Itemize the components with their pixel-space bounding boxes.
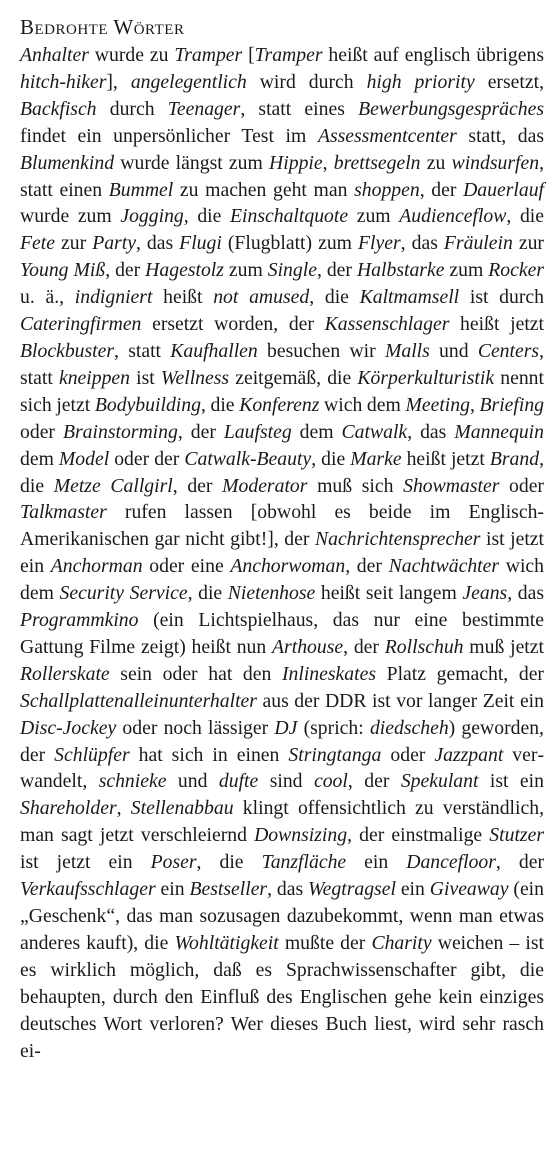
italic-term: shoppen [354, 178, 420, 201]
italic-term: Metze [53, 474, 101, 497]
running-text [101, 475, 111, 497]
running-text: heißt jetzt [401, 447, 490, 470]
italic-term: Laufsteg [223, 420, 292, 443]
italic-term: Tramper [174, 44, 243, 66]
running-text: zur [54, 232, 93, 255]
italic-term: high priority [366, 70, 475, 93]
running-text: , die [183, 205, 230, 228]
italic-term: Brainstorming [62, 420, 178, 443]
italic-term: Jazzpant [434, 743, 504, 766]
running-text: , der [316, 259, 357, 282]
running-text: u. ä., [20, 286, 75, 309]
running-text: dem [20, 447, 59, 470]
italic-term: Kaltmamsell [359, 286, 460, 309]
italic-term: Halbstarke [356, 259, 445, 282]
running-text: zum [444, 259, 489, 282]
italic-term: Cateringfirmen [20, 313, 142, 336]
running-text: ein [346, 851, 407, 874]
running-text: (Flugblatt) zum [221, 232, 359, 255]
running-text: muß jetzt [463, 635, 544, 658]
running-text: [ [242, 44, 255, 66]
italic-term: indigniert [74, 286, 153, 309]
italic-term: Moderator [222, 474, 308, 497]
running-text: zur [512, 232, 544, 255]
italic-term: DJ [274, 716, 298, 739]
running-text: zu [420, 151, 452, 174]
italic-term: Inlineskates [281, 662, 377, 685]
italic-term: Programmkino [20, 609, 139, 632]
italic-term: Arthouse [272, 635, 344, 658]
italic-term: Meeting [405, 393, 470, 416]
running-text: zu machen geht man [173, 178, 355, 201]
italic-term: Blumenkind [20, 151, 115, 174]
running-text: , statt [20, 339, 544, 389]
running-text: wich dem [20, 555, 544, 605]
italic-term: Wohltätigkeit [174, 931, 279, 954]
running-text: , die [311, 447, 351, 470]
italic-term: windsurfen [451, 151, 540, 174]
italic-term: Stutzer [489, 824, 544, 847]
italic-term: Wellness [160, 366, 230, 389]
running-text: , der [345, 555, 389, 578]
italic-term: Tanzfläche [261, 851, 347, 874]
running-text: , der einstmalige [347, 824, 490, 847]
running-text: , die [309, 286, 360, 309]
running-text: , die [20, 447, 544, 497]
italic-term: Einschaltquote [230, 205, 349, 228]
running-text: findet ein unpersönlicher Test im [20, 124, 318, 147]
running-text: heißt seit langem [315, 582, 463, 605]
italic-term: diedscheh [369, 716, 449, 739]
italic-term: Assessmentcenter [317, 124, 457, 147]
running-text: , der [177, 420, 224, 443]
running-text: zeitgemäß, die [229, 366, 358, 389]
italic-term: Nachrichtensprecher [314, 528, 481, 551]
italic-term: Kassenschlager [324, 313, 450, 336]
italic-term: brettsegeln [333, 151, 421, 174]
italic-term: Party [92, 232, 136, 255]
italic-term: Malls [384, 339, 430, 362]
running-text: Platz gemacht, der [376, 662, 544, 685]
running-text: ) geworden, der [20, 716, 544, 766]
running-text: besuchen wir [257, 339, 385, 362]
running-text: wich dem [319, 393, 406, 416]
running-text: wird durch [246, 70, 367, 93]
running-text: ist ein [478, 770, 544, 793]
running-text: , die [506, 205, 545, 228]
italic-term: angelegentlich [130, 70, 247, 93]
running-text: klingt offensichtlich zu verständlich, man sagt jetzt verschleiernd [20, 797, 544, 847]
running-text: ist jetzt ein [20, 528, 544, 578]
running-text: oder der [109, 447, 185, 470]
running-text: , der [105, 259, 146, 282]
italic-term: Centers [477, 339, 540, 362]
running-text: , der [495, 851, 545, 874]
running-text: , das [507, 582, 544, 605]
running-text: wurde zum [20, 205, 121, 228]
running-text: , die [187, 582, 228, 605]
italic-term: Konferenz [239, 393, 320, 416]
italic-term: Mannequin [454, 420, 544, 443]
italic-term: Bodybuilding [94, 393, 201, 416]
italic-term: Verkaufsschlager [20, 878, 156, 901]
italic-term: Security Service [59, 582, 188, 605]
italic-term: Single [267, 259, 317, 282]
italic-term: Nachtwächter [388, 555, 500, 578]
section-heading: Bedrohte Wörter [20, 15, 185, 39]
running-text: durch [96, 97, 168, 120]
italic-term: Callgirl [110, 474, 173, 497]
italic-term: Bummel [108, 178, 174, 201]
running-text: wurde zu [88, 44, 175, 66]
italic-term: Bestseller [189, 878, 268, 901]
italic-term: hitch-hiker [20, 70, 107, 93]
running-text: , das [407, 420, 455, 443]
running-text: heißt jetzt [449, 313, 545, 336]
italic-term: Flyer [358, 232, 401, 255]
running-text: statt, das [456, 124, 544, 147]
italic-term: not amused [213, 286, 310, 309]
italic-term: Jeans [462, 582, 508, 605]
running-text: , die [196, 851, 262, 874]
italic-term: Showmaster [403, 474, 500, 497]
italic-term: Audienceflow [399, 205, 507, 228]
running-text: , statt einen [20, 151, 544, 201]
italic-term: Anchorman [50, 555, 143, 578]
italic-term: Brand [489, 447, 540, 470]
running-text: ist jetzt ein [20, 851, 151, 874]
running-text: zum [223, 259, 268, 282]
italic-term: Poser [150, 851, 197, 874]
italic-term: Hagestolz [145, 259, 224, 282]
running-text: ein [155, 878, 190, 901]
italic-term: Teenager [167, 97, 241, 120]
italic-term: Jogging [120, 205, 184, 228]
italic-term: Shareholder [20, 797, 117, 820]
running-text: (sprich: [297, 716, 370, 739]
italic-term: Downsizing [254, 824, 348, 847]
running-text: , statt [114, 339, 171, 362]
italic-term: Kaufhallen [170, 339, 258, 362]
running-text: oder [499, 474, 544, 497]
running-text: , der [419, 178, 464, 201]
italic-term: Anchorwoman [230, 555, 346, 578]
running-text: ein [395, 878, 430, 901]
italic-term: Bewerbungsgespräches [358, 97, 544, 120]
italic-term: Schallplattenalleinunterhalter [20, 689, 257, 712]
italic-term: Spekulant [400, 770, 479, 793]
running-text: verwandelt, [20, 743, 545, 793]
italic-term: Dancefloor [406, 851, 496, 874]
running-text: heißt [152, 286, 214, 309]
italic-term: Model [58, 447, 110, 470]
running-text: , das [267, 878, 309, 901]
italic-term: Catwalk-Beauty [184, 447, 312, 470]
italic-term: Marke [350, 447, 402, 470]
italic-term: Flugi [179, 232, 222, 255]
italic-term: Blockbuster [20, 339, 115, 362]
running-text: sind [258, 770, 314, 793]
running-text: weichen – ist es wirklich möglich, daß es Sprachwissenschafter gibt, die behaupten, durch den Einfluß des Englischen gehe kein einziges deutsches Wort verloren? Wer dieses Buch liest, wird sehr rasch ei- [20, 931, 544, 1062]
running-text: (ein Lichtspielhaus, das nur eine bestimmte Gattung Filme zeigt) heißt nun [20, 609, 544, 658]
italic-term: kneippen [58, 366, 131, 389]
italic-term: Rocker [488, 259, 544, 282]
running-text: aus der DDR ist vor langer Zeit ein [256, 689, 544, 712]
running-text: , die [200, 393, 240, 416]
running-text: oder eine [142, 555, 231, 578]
italic-term: Talkmaster [20, 501, 107, 524]
running-text: nennt sich jetzt [20, 366, 544, 416]
italic-term: cool [313, 770, 348, 793]
running-text: , der [172, 474, 223, 497]
body-paragraph [20, 42, 544, 1064]
running-text: rufen lassen [obwohl es beide im Englisch-Amerikanischen gar nicht gibt!], der [20, 501, 544, 551]
running-text: , [469, 393, 480, 416]
running-text: (ein „Geschenk“, das man sozusagen dazubekommt, wenn man etwas anderes kauft), die [20, 878, 544, 954]
running-text: heißt auf englisch übrigens [322, 44, 544, 66]
italic-term: Stringtanga [288, 743, 382, 766]
italic-term: Disc-Jockey [20, 716, 117, 739]
italic-term: Rollschuh [384, 635, 464, 658]
running-text: oder [20, 420, 63, 443]
italic-term: Fräulein [443, 232, 513, 255]
italic-term: Nietenhose [227, 582, 316, 605]
running-text: hat sich in einen [129, 743, 289, 766]
italic-term: Schlüpfer [54, 743, 130, 766]
italic-term: Wegtragsel [308, 878, 396, 901]
italic-term: Catwalk [341, 420, 408, 443]
italic-term: Rollerskate [20, 662, 110, 685]
running-text: sein oder hat den [109, 662, 282, 685]
running-text: , das [400, 232, 444, 255]
running-text: ], [106, 70, 131, 93]
italic-term: dufte [218, 770, 259, 793]
running-text: , der [347, 770, 401, 793]
italic-term: schnieke [98, 770, 167, 793]
italic-term: Young Miß [20, 259, 106, 282]
running-text: , [116, 797, 131, 820]
running-text: ist durch [459, 286, 544, 309]
book-page [20, 14, 544, 1064]
running-text: ersetzt worden, der [141, 313, 325, 336]
italic-term: Anhalter [20, 44, 89, 66]
italic-term: Dauerlauf [463, 178, 545, 201]
running-text: oder noch lässiger [116, 716, 275, 739]
running-text: zum [348, 205, 400, 228]
italic-term: Charity [371, 931, 432, 954]
running-text: , das [135, 232, 180, 255]
running-text: dem [291, 420, 342, 443]
italic-term: Fete [20, 232, 55, 255]
italic-term: Körperkulturistik [357, 366, 495, 389]
running-text: ist [130, 366, 161, 389]
running-text: wurde längst zum [114, 151, 270, 174]
italic-term: Tramper [254, 44, 323, 66]
running-text: , der [343, 635, 385, 658]
italic-term: Hippie [269, 151, 323, 174]
running-text: muß sich [307, 474, 404, 497]
italic-term: Stellenabbau [130, 797, 234, 820]
running-text: , statt eines [240, 97, 359, 120]
running-text: und [166, 770, 219, 793]
running-text: mußte der [278, 931, 372, 954]
italic-term: Briefing [479, 393, 545, 416]
running-text: ersetzt, [474, 70, 544, 93]
running-text: , [322, 151, 334, 174]
italic-term: Giveaway [429, 878, 509, 901]
running-text: und [429, 339, 478, 362]
italic-term: Backfisch [20, 97, 97, 120]
running-text: oder [381, 743, 435, 766]
